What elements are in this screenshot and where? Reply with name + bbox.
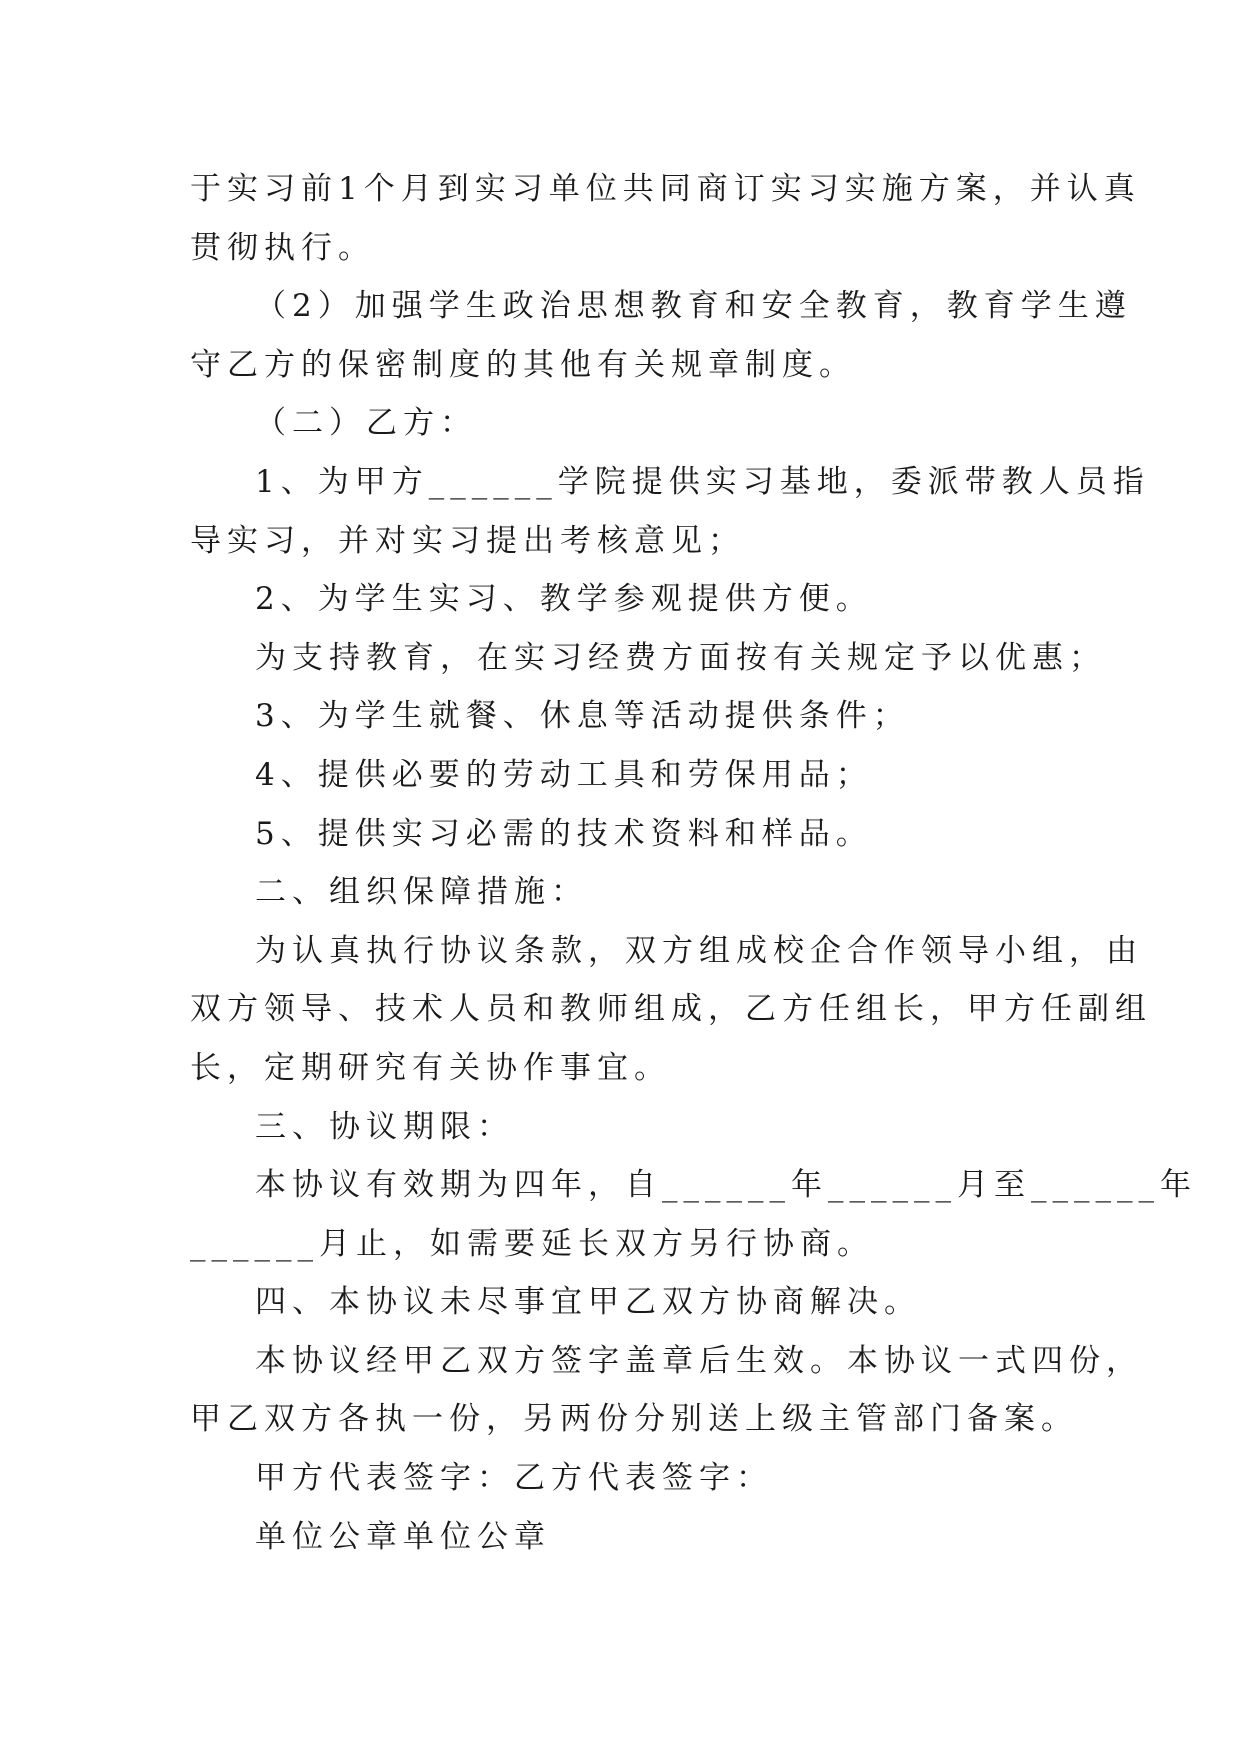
text-line: 守乙方的保密制度的其他有关规章制度。 [190, 346, 856, 383]
text-line: 2、为学生实习、教学参观提供方便。 [255, 581, 873, 618]
text-line: 双方领导、技术人员和教师组成，乙方任组长，甲方任副组 [190, 991, 1152, 1028]
text-line: 4、提供必要的劳动工具和劳保用品； [255, 756, 873, 793]
text-line: 甲乙双方各执一份，另两份分别送上级主管部门备案。 [190, 1401, 1078, 1438]
text-line: 于实习前1个月到实习单位共同商订实习实施方案，并认真 [190, 171, 1141, 207]
text-line: 长，定期研究有关协作事宜。 [190, 1049, 671, 1086]
text-line: ______月止，如需要延长双方另行协商。 [190, 1225, 874, 1262]
section-heading: 二、组织保障措施： [255, 874, 588, 911]
text-line: 贯彻执行。 [190, 229, 375, 266]
text-line: 四、本协议未尽事宜甲乙双方协商解决。 [255, 1284, 921, 1321]
text-line: 导实习，并对实习提出考核意见； [190, 522, 745, 559]
text-line: 为支持教育，在实习经费方面按有关规定予以优惠； [255, 639, 1106, 676]
document-body [190, 160, 1197, 1566]
text-line: 3、为学生就餐、休息等活动提供条件； [255, 698, 910, 735]
text-line: （2）加强学生政治思想教育和安全教育，教育学生遵 [255, 288, 1132, 325]
text-line: 5、提供实习必需的技术资料和样品。 [255, 815, 873, 852]
text-line: 本协议有效期为四年，自______年______月至______年 [255, 1167, 1197, 1204]
section-heading: （二）乙方： [255, 405, 477, 442]
signature-line: 甲方代表签字：乙方代表签字： [255, 1460, 773, 1497]
seal-line: 单位公章单位公章 [255, 1518, 551, 1555]
text-line: 1、为甲方______学院提供实习基地，委派带教人员指 [255, 463, 1150, 500]
text-line: 为认真执行协议条款，双方组成校企合作领导小组，由 [255, 932, 1143, 969]
text-line: 本协议经甲乙双方签字盖章后生效。本协议一式四份， [255, 1342, 1143, 1379]
section-heading: 三、协议期限： [255, 1108, 514, 1145]
